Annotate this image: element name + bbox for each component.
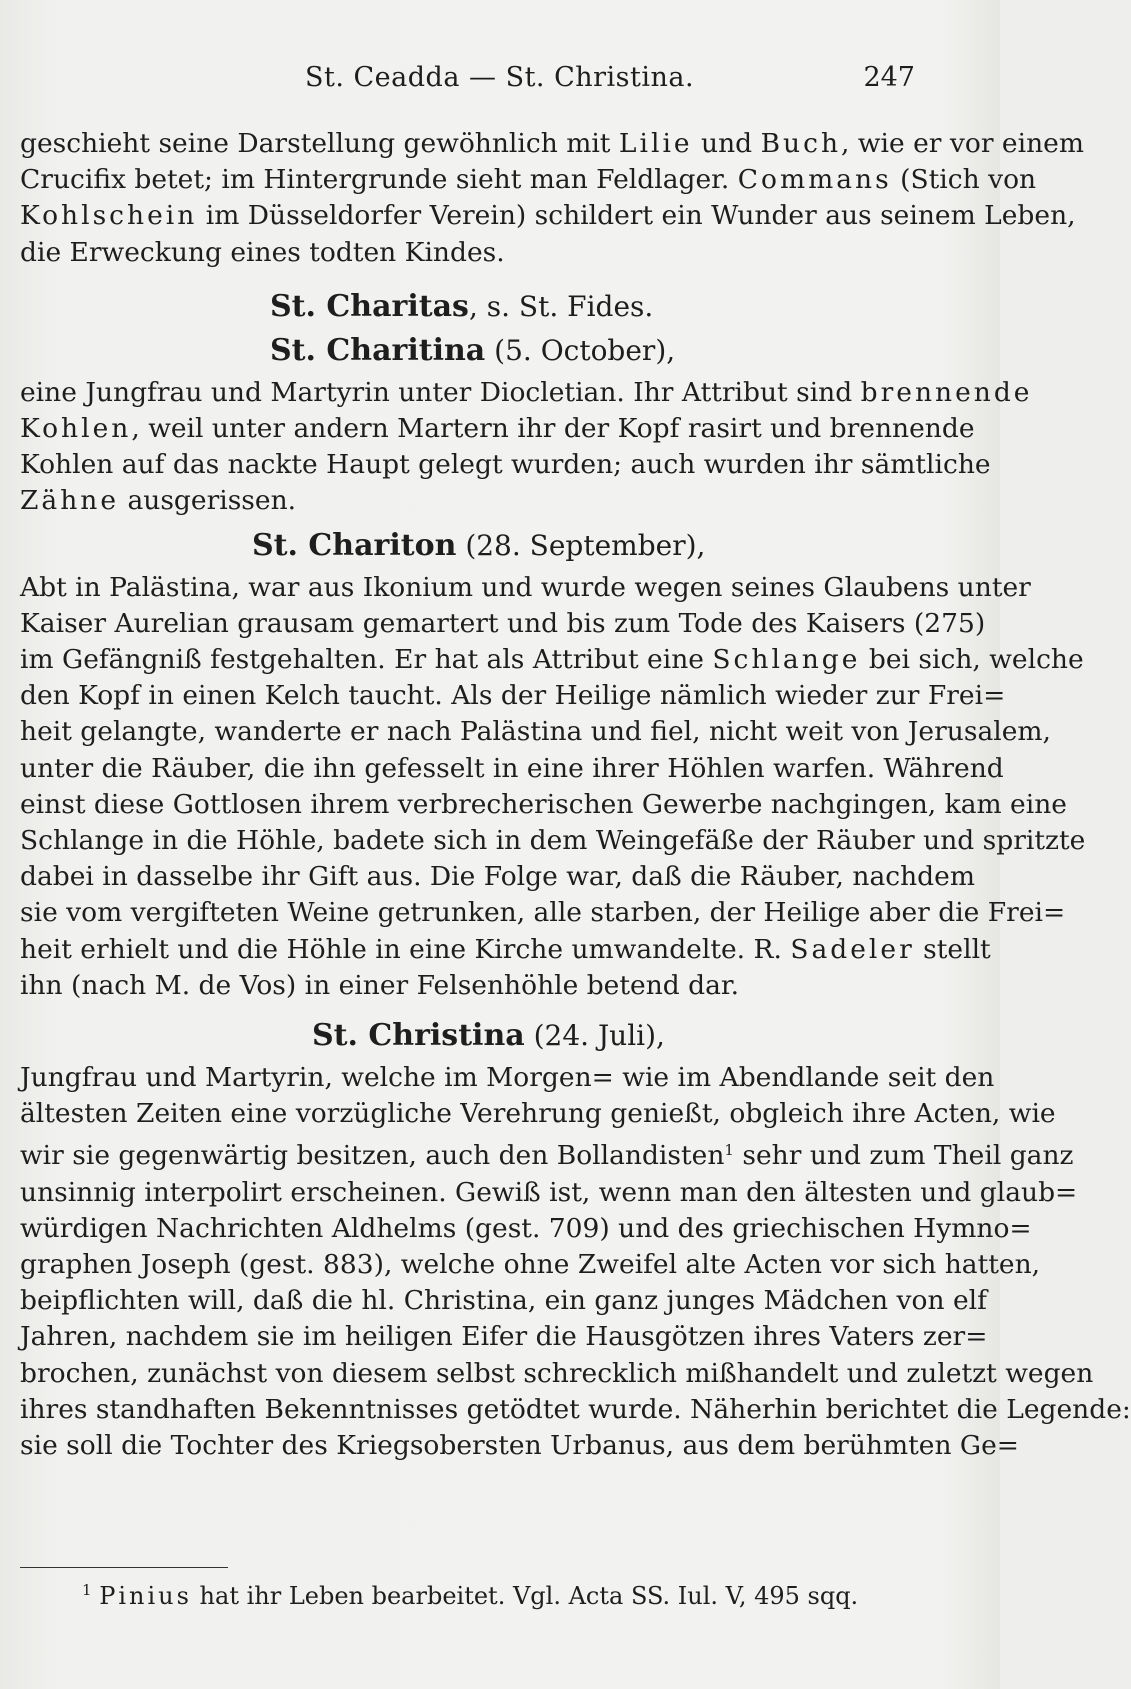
emphasis-text: brennende bbox=[860, 376, 1033, 408]
text-span: , wie er vor einem bbox=[841, 128, 1084, 159]
text-span: heit erhielt und die Höhle in eine Kirche umwandelte. R. bbox=[20, 933, 791, 965]
entry-heading-christina bbox=[20, 1018, 920, 1054]
emphasis-text: Schlange bbox=[712, 644, 861, 676]
text-line: unsinnig interpolirt erscheinen. Gewiß ist, wenn man den ältesten und glaub= bbox=[20, 1176, 1078, 1208]
text-line bbox=[20, 375, 1033, 411]
text-span: und bbox=[692, 128, 761, 159]
text-line bbox=[20, 447, 991, 483]
text-span: , weil unter andern Martern ihr der Kopf rasirt und brennende bbox=[131, 413, 975, 445]
entry-name: St. Charitina bbox=[270, 332, 486, 368]
entry-heading-charitina bbox=[20, 333, 920, 369]
text-line: einst diese Gottlosen ihrem verbrecherischen Gewerbe nachgingen, kam eine bbox=[20, 788, 1067, 820]
entry-heading-rest: (28. September), bbox=[456, 528, 706, 562]
entry-heading-rest: , s. St. Fides. bbox=[468, 289, 654, 323]
page-body bbox=[20, 126, 1131, 1464]
text-line: heit gelangte, wanderte er nach Palästina und fiel, nicht weit von Jerusalem, bbox=[20, 716, 1051, 748]
text-span: die Erweckung eines todten Kindes. bbox=[20, 236, 505, 268]
text-span: eine Jungfrau und Martyrin unter Diocletian. Ihr Attribut sind bbox=[20, 376, 861, 408]
text-line: graphen Joseph (gest. 883), welche ohne Zweifel alte Acten vor sich hatten, bbox=[20, 1249, 1041, 1281]
text-line: ihn (nach M. de Vos) in einer Felsenhöhle betend dar. bbox=[20, 969, 740, 1001]
emphasis-text: Kohlen bbox=[20, 413, 132, 445]
text-span: im Gefängniß festgehalten. Er hat als Attribut eine bbox=[20, 644, 713, 676]
text-line: Abt in Palästina, war aus Ikonium und wurde wegen seines Glaubens unter bbox=[20, 571, 1031, 603]
page-header bbox=[0, 62, 1000, 102]
text-line: ihres standhaften Bekenntnisses getödtet wurde. Näherhin berichtet die Legende: bbox=[20, 1393, 1131, 1425]
text-line: würdigen Nachrichten Aldhelms (gest. 709) und des griechischen Hymno= bbox=[20, 1212, 1032, 1244]
emphasis-text: Sadeler bbox=[790, 933, 915, 965]
entry-heading-rest: (5. October), bbox=[485, 333, 676, 367]
text-line: unter die Räuber, die ihn gefesselt in eine ihrer Höhlen warfen. Während bbox=[20, 752, 1004, 784]
text-line: ältesten Zeiten eine vorzügliche Verehrung genießt, obgleich ihre Acten, wie bbox=[20, 1098, 1056, 1130]
footnote bbox=[82, 1581, 858, 1610]
text-span: im Düsseldorfer Verein) schildert ein Wunder aus seinem Leben, bbox=[197, 200, 1076, 232]
text-line: brochen, zunächst von diesem selbst schrecklich mißhandelt und zuletzt wegen bbox=[20, 1357, 1094, 1389]
text-line bbox=[20, 411, 975, 447]
text-line: Kaiser Aurelian grausam gemartert und bis zum Tode des Kaisers (275) bbox=[20, 607, 986, 639]
text-span: Kohlen auf das nackte Haupt gelegt wurden; auch wurden ihr sämtliche bbox=[20, 449, 991, 481]
paragraph-chariton bbox=[20, 570, 1086, 1004]
text-line: beipflichten will, daß die hl. Christina, ein ganz junges Mädchen von elf bbox=[20, 1285, 987, 1317]
emphasis-text: Commans bbox=[737, 164, 892, 196]
page-number: 247 bbox=[863, 62, 915, 93]
text-line bbox=[20, 642, 1084, 678]
paragraph-ceadda-end bbox=[20, 126, 1084, 271]
text-span: geschieht seine Darstellung gewöhnlich mit bbox=[20, 128, 619, 159]
text-line bbox=[20, 1132, 1074, 1174]
text-line bbox=[20, 198, 1076, 234]
emphasis-text: Kohlschein bbox=[20, 200, 198, 232]
emphasis-text: Zähne bbox=[20, 485, 120, 517]
text-line bbox=[20, 932, 991, 968]
emphasis-text: Buch bbox=[760, 128, 842, 159]
text-line: sie soll die Tochter des Kriegsobersten Urbanus, aus dem berühmten Ge= bbox=[20, 1430, 1019, 1462]
emphasis-text: Lilie bbox=[618, 128, 693, 159]
entry-name: St. Christina bbox=[312, 1018, 525, 1054]
text-line: Jungfrau und Martyrin, welche im Morgen= wie im Abendlande seit den bbox=[20, 1062, 995, 1094]
emphasis-text: Pinius bbox=[99, 1582, 192, 1610]
text-line: sie vom vergifteten Weine getrunken, alle starben, der Heilige aber die Frei= bbox=[20, 897, 1066, 929]
text-line bbox=[20, 162, 1037, 198]
text-span: bei sich, welche bbox=[860, 644, 1084, 676]
text-span: (Stich von bbox=[891, 164, 1037, 196]
text-line bbox=[20, 235, 920, 271]
paragraph-christina bbox=[20, 1060, 1131, 1464]
running-head: St. Ceadda — St. Christina. bbox=[305, 62, 695, 93]
text-span: sehr und zum Theil ganz bbox=[733, 1140, 1074, 1172]
footnote-reference: 1 bbox=[724, 1141, 734, 1160]
text-line: Jahren, nachdem sie im heiligen Eifer die Hausgötzen ihres Vaters zer= bbox=[20, 1321, 988, 1353]
text-line: dabei in dasselbe ihr Gift aus. Die Folge war, daß die Räuber, nachdem bbox=[20, 861, 975, 893]
text-line: Schlange in die Höhle, badete sich in dem Weingefäße der Räuber und spritzte bbox=[20, 825, 1086, 857]
footnote-text: hat ihr Leben bearbeitet. Vgl. Acta SS. Iul. V, 495 sqq. bbox=[191, 1582, 859, 1610]
text-line: den Kopf in einen Kelch taucht. Als der Heilige nämlich wieder zur Frei= bbox=[20, 680, 1006, 712]
entry-heading-charitas bbox=[20, 289, 920, 325]
text-span: Crucifix betet; im Hintergrunde sieht man Feldlager. bbox=[20, 164, 738, 196]
text-line bbox=[20, 483, 920, 519]
footnote-mark: 1 bbox=[82, 1581, 92, 1599]
footnote-rule bbox=[20, 1567, 228, 1568]
text-span: stellt bbox=[914, 933, 991, 965]
paragraph-charitina bbox=[20, 375, 1033, 520]
text-span: ausgerissen. bbox=[119, 485, 297, 517]
entry-heading-chariton bbox=[20, 528, 920, 564]
entry-name: St. Charitas bbox=[270, 288, 469, 324]
text-span: wir sie gegenwärtig besitzen, auch den Bollandisten bbox=[20, 1140, 725, 1172]
text-line bbox=[20, 126, 1084, 162]
entry-heading-rest: (24. Juli), bbox=[524, 1019, 665, 1053]
entry-name: St. Chariton bbox=[252, 527, 457, 563]
